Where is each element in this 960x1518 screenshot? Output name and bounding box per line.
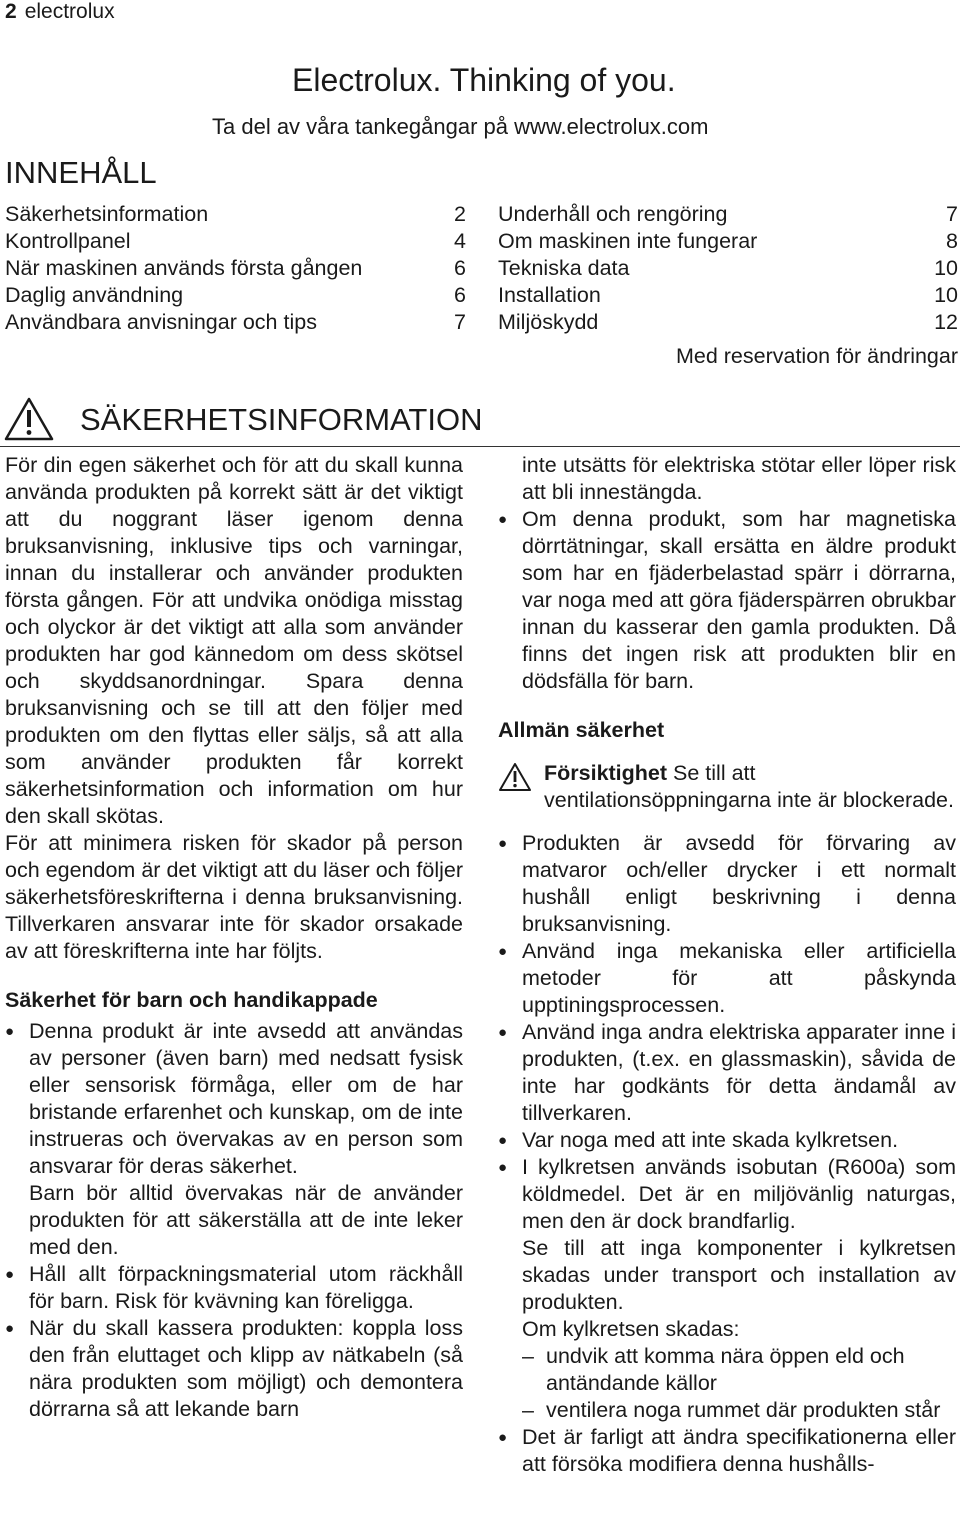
toc-entry-label: Säkerhetsinformation — [5, 202, 209, 226]
toc-entry[interactable] — [5, 228, 466, 255]
toc-entry-label: Om maskinen inte fungerar — [498, 229, 758, 253]
toc-left-column — [5, 201, 466, 336]
toc-entry[interactable] — [5, 309, 466, 336]
list-item-continuation: Barn bör alltid övervakas när de använder produkten för att säkerställa att de inte leker med den. — [29, 1181, 463, 1259]
left-column — [5, 452, 463, 1423]
section-title: SÄKERHETSINFORMATION — [80, 402, 483, 437]
toc-entry-page: 6 — [454, 283, 466, 307]
brand-title: Electrolux. Thinking of you. — [292, 62, 676, 98]
toc-entry-page: 10 — [934, 283, 958, 307]
general-safety-heading: Allmän säkerhet — [498, 718, 665, 742]
section-header — [0, 394, 960, 447]
warning-icon — [3, 396, 55, 447]
list-item-continuation: inte utsätts för elektriska stötar eller löper risk att bli innestängda. — [522, 453, 956, 504]
toc-entry-label: Installation — [498, 283, 601, 307]
caution-note — [498, 760, 956, 814]
list-item: ● Produkten är avsedd för förvaring av matvaror och/eller drycker i ett normalt hushåll enligt beskrivning i denna bruksanvisning. — [498, 830, 956, 938]
list-item: ● När du skall kassera produkten: koppla loss den från eluttaget och klipp av nätkabeln (så nära produkten som möjligt) och demontera dörrarna så att lekande barn — [5, 1315, 463, 1423]
toc-entry-page: 10 — [934, 256, 958, 280]
toc-entry-label: När maskinen används första gången — [5, 256, 363, 280]
dash-item: – undvik att komma nära öppen eld och antändande källor — [498, 1343, 956, 1397]
list-item-continuation: Om kylkretsen skadas: — [522, 1317, 740, 1341]
caution-label: Försiktighet — [544, 761, 668, 785]
toc-entry-page: 6 — [454, 256, 466, 280]
toc-entry-label: Kontrollpanel — [5, 229, 131, 253]
toc-entry-page: 8 — [946, 229, 958, 253]
toc-entry-label: Tekniska data — [498, 256, 630, 280]
list-item: ● Använd inga andra elektriska apparater inne i produkten, (t.ex. en glassmaskin), såvida de inte har godkänts för detta ändamål av tillverkaren. — [498, 1019, 956, 1127]
toc-right-column — [498, 201, 958, 336]
list-item: ● Denna produkt är inte avsedd att användas av personer (även barn) med nedsatt fysisk eller sensorisk förmåga, eller om de har bristande erfarenhet och kunskap, om de inte instrueras och övervakas av en person som ansvarar för deras säkerhet. — [5, 1018, 463, 1180]
intro-paragraph: För att minimera risken för skador på person och egendom är det viktigt att du läser och följer säkerhetsföreskrifterna i denna bruksanvisning. Tillverkaren ansvarar inte för skador orsakade av att föreskrifterna inte har följts. — [5, 831, 463, 963]
toc-entry-page: 7 — [454, 310, 466, 334]
toc-entry-label: Miljöskydd — [498, 310, 599, 334]
toc-entry[interactable] — [498, 309, 958, 336]
toc-entry[interactable] — [498, 201, 958, 228]
header-brand: electrolux — [24, 0, 115, 23]
toc-entry-label: Underhåll och rengöring — [498, 202, 728, 226]
page-number: 2 — [5, 0, 17, 23]
right-column — [498, 452, 956, 1478]
toc-entry[interactable] — [5, 255, 466, 282]
toc-entry[interactable] — [498, 282, 958, 309]
toc-title: INNEHÅLL — [5, 155, 157, 190]
toc-entry-page: 2 — [454, 202, 466, 226]
toc-entry[interactable] — [5, 201, 466, 228]
caution-text: Se till att ventilationsöppningarna inte är blockerade. — [544, 761, 954, 812]
intro-paragraph: För din egen säkerhet och för att du skall kunna använda produkten på korrekt sätt är det viktigt att du noggrant läser igenom denna bruksanvisning, inklusive tips och varningar, innan du installerar och använder produkten första gången. För att undvika onödiga misstag och olyckor är det viktigt att alla som använder produkten har god kännedom om dess skötsel och skyddsanordningar. Spara denna bruksanvisning och se till att den följer med produkten om den flyttas eller säljs, så att alla som använder produkten får korrekt säkerhetsinformation och information om hur den skall skötas. — [5, 453, 463, 828]
list-item: ● Var noga med att inte skada kylkretsen. — [498, 1127, 956, 1154]
page-header — [5, 0, 115, 24]
reservation-note: Med reservation för ändringar — [675, 344, 958, 368]
list-item: ● Det är farligt att ändra specifikationerna eller att försöka modifiera denna hushålls- — [498, 1424, 956, 1478]
toc-entry-label: Daglig användning — [5, 283, 184, 307]
toc-entry-page: 7 — [946, 202, 958, 226]
toc-entry-label: Användbara anvisningar och tips — [5, 310, 317, 334]
list-item: ● Håll allt förpackningsmaterial utom räckhåll för barn. Risk för kvävning kan föreligga. — [5, 1261, 463, 1315]
toc-entry-page: 4 — [454, 229, 466, 253]
list-item: ● Om denna produkt, som har magnetiska dörrtätningar, skall ersätta en äldre produkt som har en fjäderbelastad spärr i dörrarna, var noga med att göra fjäderspärren obrukbar innan du kasserar den gamla produkten. Då finns det ingen risk att produkten blir en dödsfälla för barn. — [498, 506, 956, 695]
toc-entry[interactable] — [498, 255, 958, 282]
list-item: ● Använd inga mekaniska eller artificiella metoder för att påskynda upptiningsprocessen. — [498, 938, 956, 1019]
dash-item: – ventilera noga rummet där produkten står — [498, 1397, 956, 1424]
brand-subtitle: Ta del av våra tankegångar på www.electrolux.com — [212, 114, 709, 139]
toc-entry-page: 12 — [934, 310, 958, 334]
list-item-continuation: Se till att inga komponenter i kylkretsen skadas under transport och installation av produkten. — [522, 1236, 956, 1314]
toc-entry[interactable] — [498, 228, 958, 255]
caution-warning-icon — [498, 762, 532, 799]
list-item: ● I kylkretsen används isobutan (R600a) som köldmedel. Det är en miljövänlig naturgas, men den är dock brandfarlig. — [498, 1154, 956, 1235]
children-safety-heading: Säkerhet för barn och handikappade — [5, 988, 378, 1012]
toc-entry[interactable] — [5, 282, 466, 309]
